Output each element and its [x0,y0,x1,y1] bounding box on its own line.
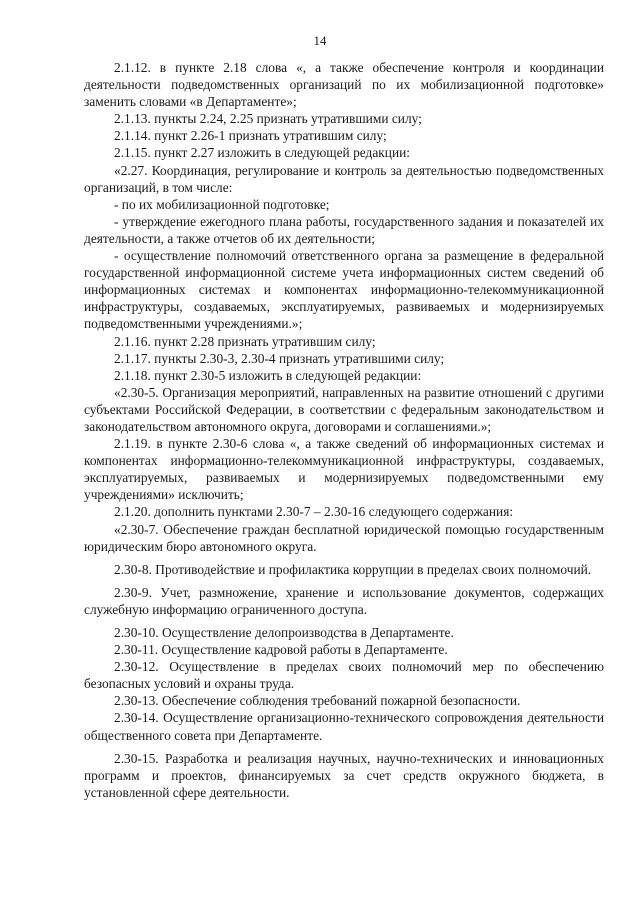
paragraph: 2.30-14. Осуществление организационно-технического сопровождения деятельности общественного совета при Департаменте. [84,710,604,743]
paragraph: «2.30-5. Организация мероприятий, направленных на развитие отношений с другими субъектами Российской Федерации, в соответствии с федеральным законодательством и законодательством автономного округа, договорами и соглашениями.»; [84,384,604,434]
page-number: 14 [313,33,327,48]
paragraph: - по их мобилизационной подготовке; [114,196,330,212]
document-body [84,59,604,801]
paragraph: 2.1.15. пункт 2.27 изложить в следующей редакции: [114,145,411,161]
paragraph: 2.30-10. Осуществление делопроизводства в Департаменте. [114,625,454,640]
paragraph: «2.30-7. Обеспечение граждан бесплатной юридической помощью государственным юридическим бюро автономного округа. [84,521,604,554]
paragraph: 2.30-11. Осуществление кадровой работы в Департаменте. [114,642,448,658]
paragraph: 2.30-8. Противодействие и профилактика коррупции в пределах своих полномочий. [114,561,592,577]
paragraph: - осуществление полномочий ответственного органа за размещение в федеральной государственной информационной системе учета информационных систем сведений об информационных системах и компонентах информационно-телекоммуникационной инфраструктуры, создаваемых, эксплуатируемых, развиваемых и модернизируемых подведомственными учреждениями.»; [84,248,604,332]
paragraph: 2.1.19. в пункте 2.30-6 слова «, а также сведений об информационных системах и компонентах информационно-телекоммуникационной инфраструктуры, создаваемых, эксплуатируемых, развиваемых и модернизируемых подведомственными ему учреждениями» исключить; [84,436,604,503]
paragraph: 2.1.18. пункт 2.30-5 изложить в следующей редакции: [114,367,422,383]
paragraph: 2.1.16. пункт 2.28 признать утратившим силу; [114,333,376,349]
paragraph: 2.30-9. Учет, размножение, хранение и использование документов, содержащих служебную информацию ограниченного доступа. [84,584,604,617]
paragraph: 2.1.12. в пункте 2.18 слова «, а также обеспечение контроля и координации деятельности подведомственных организаций по их мобилизационной подготовке» заменить словами «в Департаменте»; [84,60,604,110]
paragraph: 2.30-15. Разработка и реализация научных, научно-технических и инновационных программ и проектов, финансируемых за счет средств окружного бюджета, в установленной сфере деятельности. [84,750,604,800]
paragraph: 2.1.20. дополнить пунктами 2.30-7 – 2.30-16 следующего содержания: [114,504,514,520]
paragraph: - утверждение ежегодного плана работы, государственного задания и показателей их деятельности, а также отчетов об их деятельности; [84,213,604,246]
paragraph: «2.27. Координация, регулирование и контроль за деятельностью подведомственных организаций, в том числе: [84,162,604,195]
paragraph: 2.1.17. пункты 2.30-3, 2.30-4 признать утратившими силу; [114,350,445,366]
paragraph: 2.30-13. Обеспечение соблюдения требований пожарной безопасности. [114,693,521,709]
paragraph: 2.1.13. пункты 2.24, 2.25 признать утратившими силу; [114,111,422,127]
paragraph: 2.30-12. Осуществление в пределах своих полномочий мер по обеспечению безопасных условий и охраны труда. [84,659,604,692]
paragraph: 2.1.14. пункт 2.26-1 признать утратившим силу; [114,128,387,144]
